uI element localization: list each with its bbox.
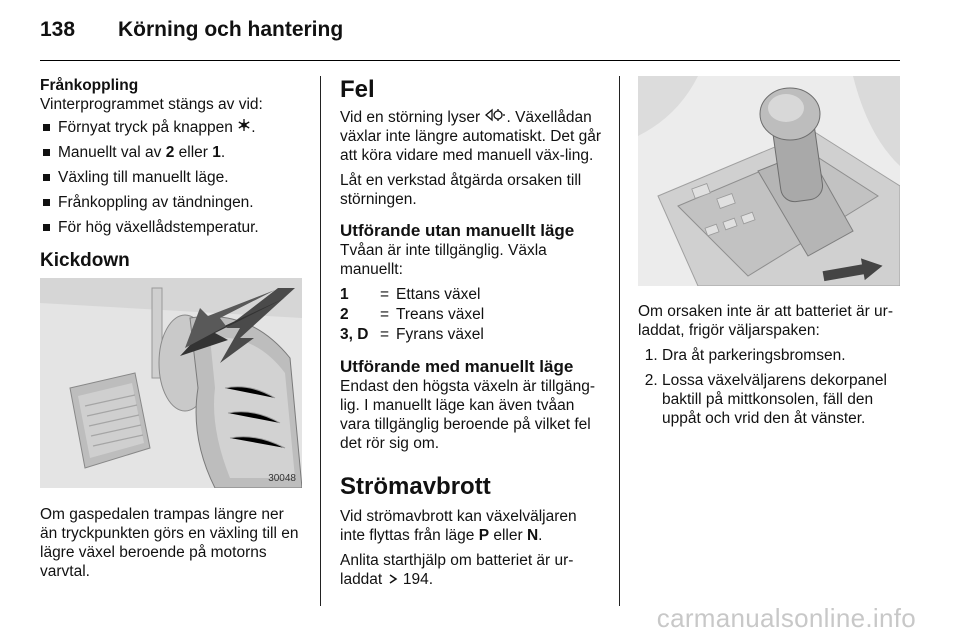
gear-selector-illustration xyxy=(638,76,900,286)
kickdown-illustration xyxy=(40,278,302,488)
list-item-text: eller xyxy=(174,144,213,162)
med-heading: Utförande med manuellt läge xyxy=(340,357,574,377)
table-row xyxy=(340,305,484,325)
list-item: Frånkoppling av tändningen. xyxy=(40,193,302,212)
equals-sign: = xyxy=(380,306,390,324)
list-item-text: Manuellt val av xyxy=(58,144,166,162)
figure-number: 30048 xyxy=(268,473,296,484)
column-left xyxy=(40,76,302,284)
list-item: 2. Lossa växelväljarens dekorpanel baktill på mittkonsolen, fäll den uppåt och vrid den åt vänster. xyxy=(662,371,902,428)
release-intro: Om orsaken inte är att batteriet är ur-laddat, frigör väljarspaken: xyxy=(638,303,893,339)
page-number: 138 xyxy=(40,18,76,41)
snowflake-icon xyxy=(237,118,251,137)
fel-heading: Fel xyxy=(340,76,375,103)
gear-selector-image xyxy=(638,76,900,286)
watermark: carmanualsonline.info xyxy=(656,603,916,633)
gear-table xyxy=(340,285,484,345)
pedal-image xyxy=(40,278,302,488)
gear-key: 1 xyxy=(340,286,349,304)
strom-text: Vid strömavbrott kan växelväljaren inte flyttas från läge xyxy=(340,508,577,545)
intro-text: Vinterprogrammet stängs av vid: xyxy=(40,96,263,113)
bullet-list xyxy=(40,118,302,237)
gear-value: 2 xyxy=(165,144,175,162)
list-item-text: Förnyat tryck på knappen xyxy=(58,119,238,136)
gear-position: P xyxy=(478,527,490,545)
kickdown-body xyxy=(40,505,302,581)
fel-text: Vid en störning lyser xyxy=(340,109,485,126)
fel-paragraph-2: Låt en verkstad åtgärda orsaken till störningen. xyxy=(340,172,582,209)
gear-value: 1 xyxy=(212,144,221,162)
list-item xyxy=(40,143,302,162)
list-item xyxy=(40,118,302,137)
list-item: 1. Dra åt parkeringsbromsen. xyxy=(662,346,902,365)
section-subheading: Frånkoppling xyxy=(40,77,139,94)
strom-text: . xyxy=(538,527,543,545)
strom-heading: Strömavbrott xyxy=(340,473,491,501)
page-reference-icon xyxy=(387,571,399,590)
kickdown-heading: Kickdown xyxy=(40,250,130,272)
list-item-text: . xyxy=(220,144,226,162)
utan-text: Tvåan är inte tillgänglig. Växla manuellt: xyxy=(340,242,547,279)
column-divider xyxy=(619,76,620,606)
med-text: Endast den högsta växeln är tillgäng-lig. I manuellt läge kan även tvåan vara tillgänglig beroende på vilket fel det rör sig om. xyxy=(340,378,596,453)
gear-description: Ettans växel xyxy=(396,286,481,304)
fel-text: . Växellådan växlar inte längre automatiskt. Det går att köra vidare med manuell väx-ling. xyxy=(340,109,602,165)
page-reference-link[interactable]: 194. xyxy=(402,571,434,589)
equals-sign: = xyxy=(380,326,390,344)
table-row xyxy=(340,285,484,305)
list-item-text: . xyxy=(251,119,256,136)
gearbox-warning-icon xyxy=(484,108,506,127)
gear-position: N xyxy=(526,527,539,545)
step-list xyxy=(638,346,902,428)
header-rule xyxy=(40,60,900,61)
strom-text: Anlita starthjälp om batteriet är ur-laddat xyxy=(340,552,574,589)
gear-key: 3, D xyxy=(340,326,369,344)
utan-heading: Utförande utan manuellt läge xyxy=(340,221,575,241)
gear-key: 2 xyxy=(340,306,349,324)
page-header xyxy=(40,18,343,42)
gear-description: Fyrans växel xyxy=(396,326,484,344)
equals-sign: = xyxy=(380,286,390,304)
gear-description: Treans växel xyxy=(396,306,485,324)
page-title: Körning och hantering xyxy=(118,18,344,41)
strom-paragraph-2 xyxy=(340,551,602,589)
strom-paragraph xyxy=(340,507,602,545)
column-divider xyxy=(320,76,321,606)
kickdown-text: Om gaspedalen trampas längre ner än tryckpunkten görs en växling till en lägre växel beroende på motorns varvtal. xyxy=(40,506,299,580)
table-row xyxy=(340,325,484,345)
column-right xyxy=(638,302,902,434)
fel-paragraph xyxy=(340,108,602,165)
list-item: Växling till manuellt läge. xyxy=(40,168,302,187)
column-middle xyxy=(340,76,602,590)
strom-text: eller xyxy=(489,527,527,545)
list-item: För hög växellådstemperatur. xyxy=(40,218,302,237)
